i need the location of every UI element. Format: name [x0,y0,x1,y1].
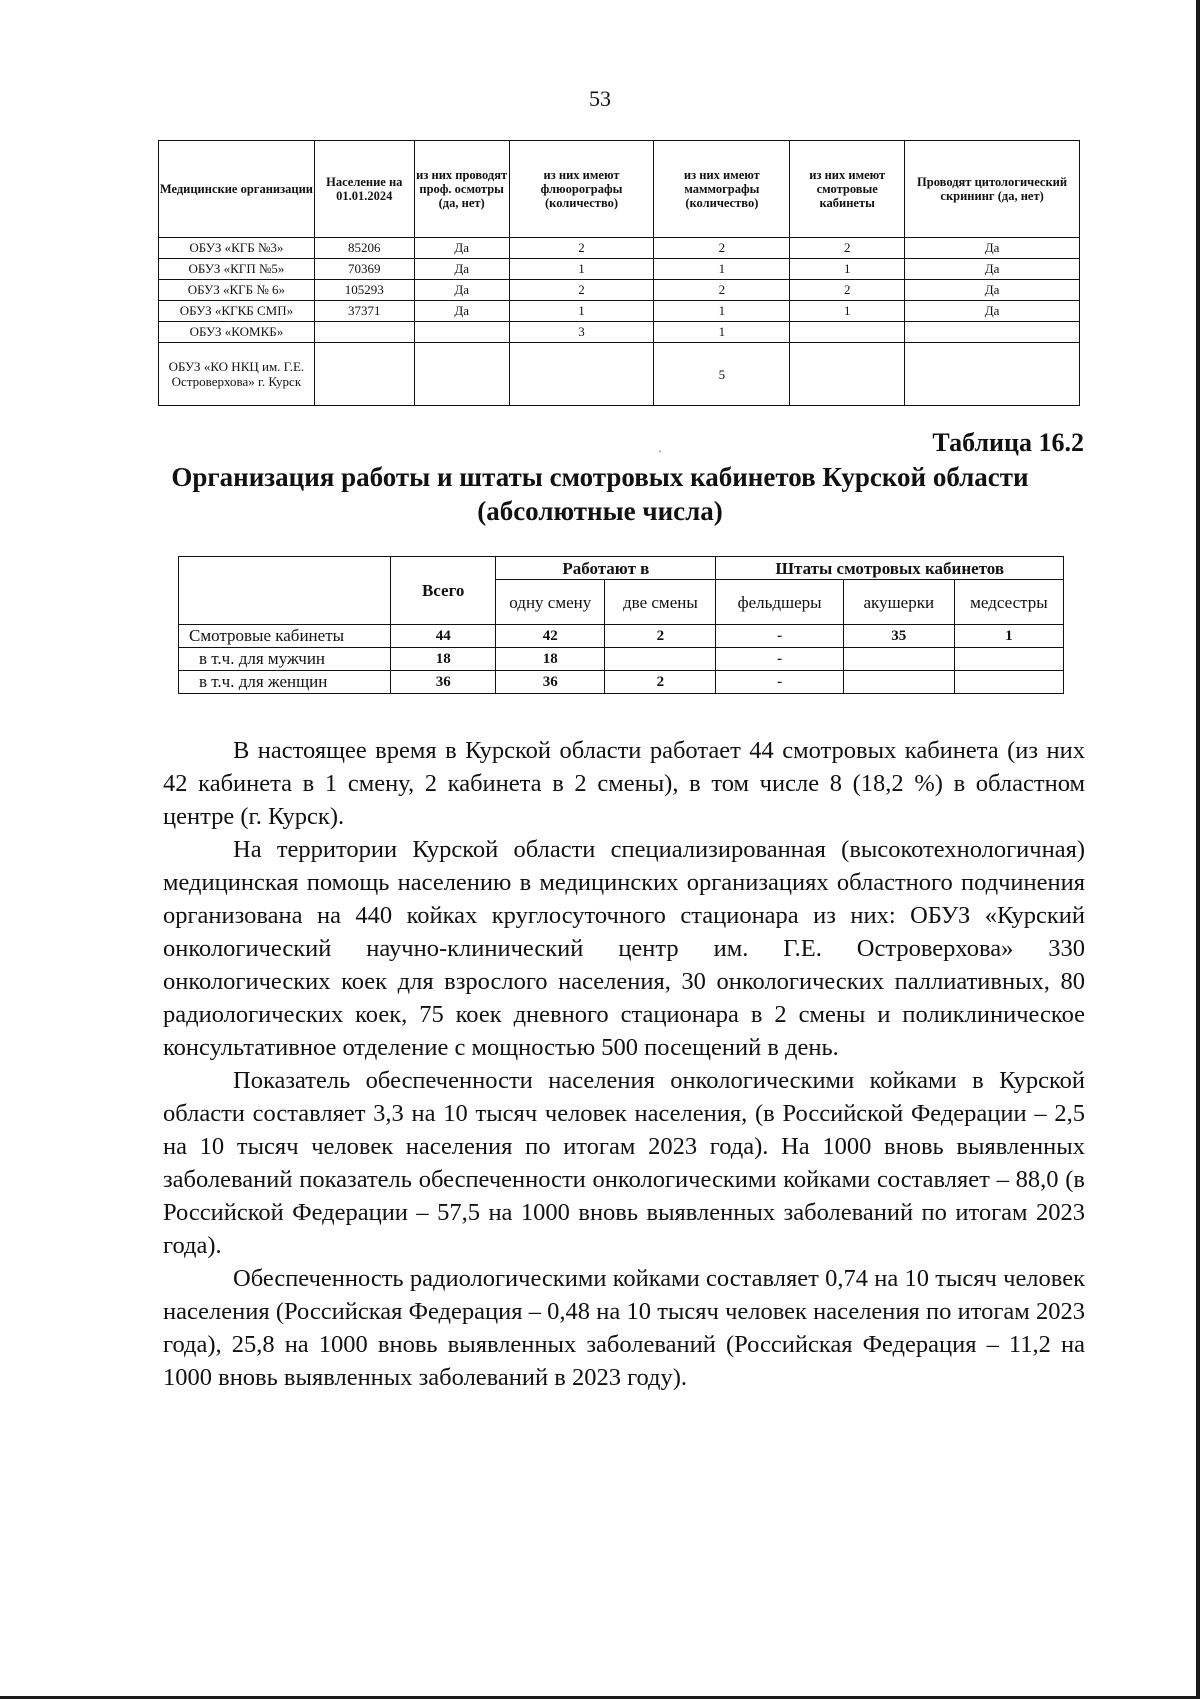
table-row-label: в т.ч. для женщин [179,671,391,694]
table-cell: Да [905,301,1080,322]
table-cell: ОБУЗ «КОМКБ» [159,322,315,343]
table-cell: 36 [496,671,605,694]
table-cell: 42 [496,625,605,648]
paragraph: На территории Курской области специализированная (высокотехнологичная) медицинская помощь населению в медицинских организациях областного подчинения организована на 440 койках круглосуточного стационара из них: ОБУЗ «Курский онкологический научно-клинический центр им. Г.Е. Островерхова» 330 онкологических коек для взрослого населения, 30 онкологических паллиативных, 80 радиологических коек, 75 коек дневного стационара в 2 смены и поликлиническое консультативное отделение с мощностью 500 посещений в день. [163,836,1085,1061]
table-cell: Да [905,238,1080,259]
table-row [159,301,1080,322]
table-cell [790,343,905,406]
table-cell: ОБУЗ «КГБ № 6» [159,280,315,301]
table-cell: 35 [843,625,954,648]
table-cell: 37371 [314,301,414,322]
table-header-row [179,557,1064,580]
table-cell: 2 [509,280,654,301]
table-cell: ОБУЗ «КГБ №3» [159,238,315,259]
table-cell: - [716,625,843,648]
table-cell: Да [414,301,509,322]
table-cell: 1 [509,301,654,322]
table-cell: 85206 [314,238,414,259]
table-cell: 18 [391,648,496,671]
table-cell: 18 [496,648,605,671]
table-header-cell: из них имеют маммографы (количество) [654,141,790,238]
table-cell: 105293 [314,280,414,301]
table-cell [905,343,1080,406]
table-cell [843,648,954,671]
paragraph: Показатель обеспеченности населения онкологическими койками в Курской области составляет 3,3 на 10 тысяч человек населения, (в Российской Федерации – 2,5 на 10 тысяч человек населения по итогам 2023 года). На 1000 вновь выявленных заболеваний показатель обеспеченности онкологическими койками составляет – 88,0 (в Российской Федерации – 57,5 на 1000 вновь выявленных заболеваний по итогам 2023 года). [163,1067,1085,1259]
table-cell [790,322,905,343]
table-row [159,322,1080,343]
scan-edge-right [1196,0,1200,1699]
table-cell [314,322,414,343]
table-cell: Да [905,280,1080,301]
table-header-cell: из них имеют флюорографы (количество) [509,141,654,238]
table-title-line: Организация работы и штаты смотровых кабинетов Курской области [171,462,1029,492]
table-header-cell: фельдшеры [716,580,843,625]
examination-rooms-table [178,556,1064,694]
table-cell [905,322,1080,343]
table-cell: Да [414,280,509,301]
table-row [159,343,1080,406]
paragraph: В настоящее время в Курской области работает 44 смотровых кабинета (из них 42 кабинета в 1 смену, 2 кабинета в 2 смены), в том числе 8 (18,2 %) в областном центре (г. Курск). [163,737,1085,830]
medical-organizations-table [158,140,1080,406]
table-cell: 70369 [314,259,414,280]
table-cell [843,671,954,694]
table-cell: - [716,648,843,671]
table-row [159,238,1080,259]
table-cell [414,322,509,343]
table-cell: 2 [654,238,790,259]
table-caption: Таблица 16.2 [932,428,1084,457]
table-cell: 44 [391,625,496,648]
table-header-cell: акушерки [843,580,954,625]
table-cell [954,648,1063,671]
table-cell: - [716,671,843,694]
table-cell [605,648,716,671]
table-row [179,648,1064,671]
table-header-cell: медсестры [954,580,1063,625]
table-row-label: в т.ч. для мужчин [179,648,391,671]
table-cell [509,343,654,406]
table-cell: 5 [654,343,790,406]
table-cell: 1 [790,301,905,322]
table-cell [414,343,509,406]
table-cell: Да [414,238,509,259]
table-cell: Да [414,259,509,280]
table-header-cell [179,557,391,625]
table-cell: 2 [509,238,654,259]
table-cell: 1 [654,259,790,280]
table-title [120,460,1080,528]
table-row [159,280,1080,301]
table-header-cell: одну смену [496,580,605,625]
table-cell: ОБУЗ «КО НКЦ им. Г.Е. Островерхова» г. Курск [159,343,315,406]
table-header-row [159,141,1080,238]
table-cell: 2 [790,280,905,301]
table-header-cell: Всего [391,557,496,625]
table-cell: 2 [605,625,716,648]
table-header-cell: из них проводят проф. осмотры (да, нет) [414,141,509,238]
body-text [163,734,1085,1394]
table-header-cell: из них имеют смотровые кабинеты [790,141,905,238]
table-row [159,259,1080,280]
table-row-label: Смотровые кабинеты [179,625,391,648]
table-header-cell: Медицинские организации [159,141,315,238]
table-cell: 1 [790,259,905,280]
table-cell: 1 [654,301,790,322]
table-header-cell: две смены [605,580,716,625]
table-cell: 2 [654,280,790,301]
table-header-cell: Проводят цитологический скрининг (да, нет) [905,141,1080,238]
table-cell: Да [905,259,1080,280]
paragraph: Обеспеченность радиологическими койками составляет 0,74 на 10 тысяч человек населения (Российская Федерация – 0,48 на 10 тысяч человек населения по итогам 2023 года), 25,8 на 1000 вновь выявленных заболеваний (Российская Федерация – 11,2 на 1000 вновь выявленных заболеваний в 2023 году). [163,1265,1085,1391]
table-header-group: Работают в [496,557,716,580]
table-cell: 36 [391,671,496,694]
table-cell: ОБУЗ «КГП №5» [159,259,315,280]
table-cell: ОБУЗ «КГКБ СМП» [159,301,315,322]
table-cell: 2 [790,238,905,259]
table-cell: 1 [509,259,654,280]
table-cell [954,671,1063,694]
table-cell [314,343,414,406]
table-cell: 1 [654,322,790,343]
table-row [179,671,1064,694]
page-number: 53 [589,86,611,111]
table-row [179,625,1064,648]
table-title-line: (абсолютные числа) [477,496,723,526]
table-header-cell: Население на 01.01.2024 [314,141,414,238]
scan-speck: ` [658,448,662,462]
table-header-group: Штаты смотровых кабинетов [716,557,1064,580]
table-cell: 3 [509,322,654,343]
table-cell: 2 [605,671,716,694]
table-cell: 1 [954,625,1063,648]
